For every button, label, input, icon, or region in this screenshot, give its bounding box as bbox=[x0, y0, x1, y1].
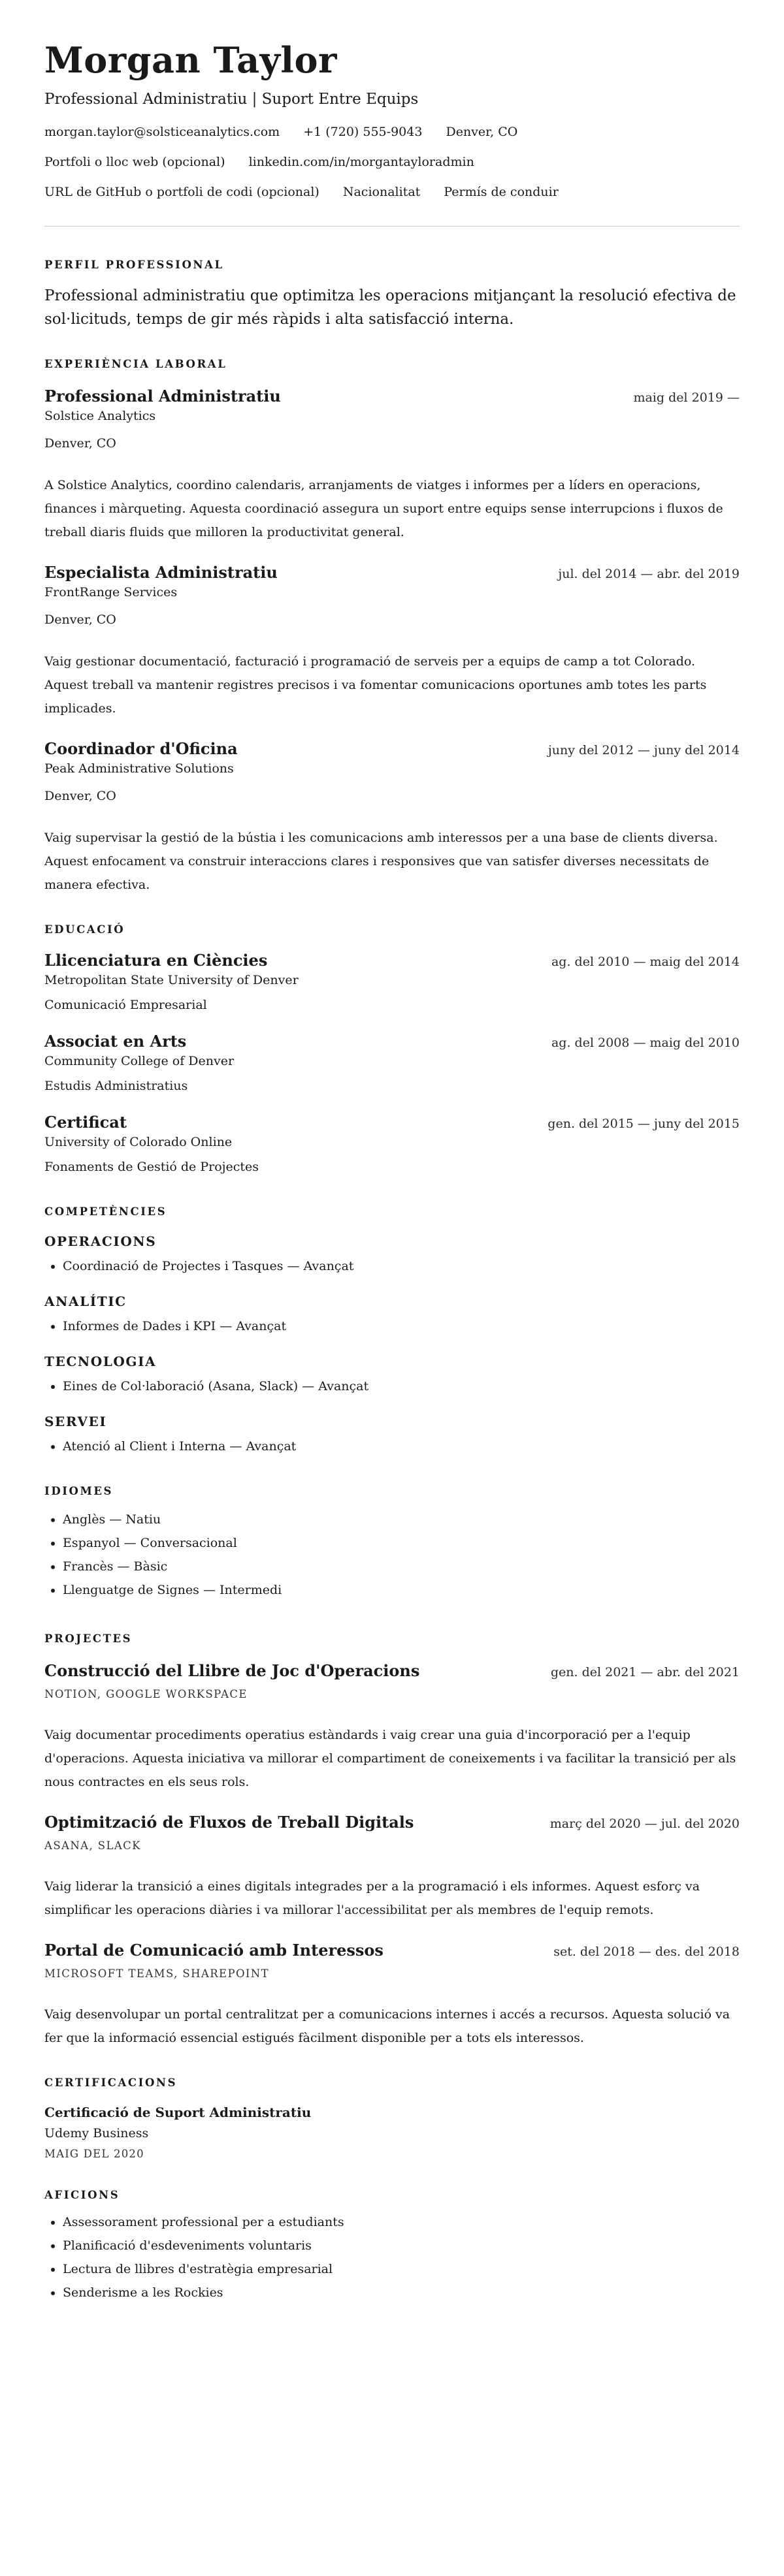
profile-section bbox=[44, 258, 740, 331]
contact-row-2 bbox=[44, 153, 740, 171]
skill-item: • Coordinació de Projectes i Tasques — Avançat bbox=[63, 1254, 740, 1278]
project-description: Vaig liderar la transició a eines digitals integrades per a la programació i els informes. Aquest esforç va simplificar les operacions diàries i va millorar l'accessibilitat per als membres de l'equip remots. bbox=[44, 1879, 700, 1917]
skill-group bbox=[44, 1232, 740, 1278]
language-item: • Llenguatge de Signes — Intermedi bbox=[63, 1578, 740, 1602]
field-of-study: Comunicació Empresarial bbox=[44, 998, 207, 1012]
skill-group-name: ANALÍTIC bbox=[44, 1294, 127, 1309]
degree-title: Associat en Arts bbox=[44, 1032, 187, 1051]
contact-github[interactable]: URL de GitHub o portfoli de codi (opcional) bbox=[44, 185, 319, 199]
certifications-section bbox=[44, 2076, 740, 2162]
job-description: A Solstice Analytics, coordino calendaris, arranjaments de viatges i informes per a líders en operacions, finances i màrqueting. Aquesta coordinació assegura un suport entre equips sense interrupcions i fluxos de treball diaris fluids que milloren la productivitat general. bbox=[44, 478, 723, 539]
language-list bbox=[44, 1508, 740, 1602]
skill-list bbox=[44, 1435, 740, 1458]
experience-section bbox=[44, 357, 740, 897]
skill-group-name: TECNOLOGIA bbox=[44, 1354, 157, 1369]
certification-name: Certificació de Suport Administratiu bbox=[44, 2105, 312, 2120]
skill-item: • Informes de Dades i KPI — Avançat bbox=[63, 1314, 740, 1338]
job-description: Vaig supervisar la gestió de la bústia i les comunicacions amb interessos per a una base de clients diversa. Aquest enfocament va construir interaccions clares i responsives que van satisfer diverses necessitats de manera efectiva. bbox=[44, 831, 718, 892]
section-title-skills: COMPETÈNCIES bbox=[44, 1205, 167, 1218]
job-dates: maig del 2019 — bbox=[633, 390, 740, 405]
skill-item: • Atenció al Client i Interna — Avançat bbox=[63, 1435, 740, 1458]
contact-email[interactable]: morgan.taylor@solsticeanalytics.com bbox=[44, 125, 280, 139]
languages-section bbox=[44, 1484, 740, 1602]
project-tech: ASANA, SLACK bbox=[44, 1839, 141, 1852]
job-title: Professional Administratiu bbox=[44, 387, 281, 405]
education-section bbox=[44, 923, 740, 1176]
section-title-projects: PROJECTES bbox=[44, 1632, 133, 1645]
project-dates: març del 2020 — jul. del 2020 bbox=[549, 1817, 740, 1831]
school-name: University of Colorado Online bbox=[44, 1135, 233, 1149]
job-company: FrontRange Services bbox=[44, 585, 178, 599]
skill-list bbox=[44, 1314, 740, 1338]
job-dates: jul. del 2014 — abr. del 2019 bbox=[558, 567, 740, 581]
job-location: Denver, CO bbox=[44, 436, 116, 451]
job-company: Peak Administrative Solutions bbox=[44, 761, 234, 776]
section-title-education: EDUCACIÓ bbox=[44, 923, 125, 936]
hobby-item: • Senderisme a les Rockies bbox=[63, 2281, 740, 2304]
contact-row-1 bbox=[44, 123, 740, 141]
candidate-tagline: Professional Administratiu | Suport Entre Equips bbox=[44, 91, 419, 108]
project-description: Vaig documentar procediments operatius estàndards i vaig crear una guia d'incorporació per a l'equip d'operacions. Aquesta iniciativa va millorar el compartiment de coneixements i va facilitar la transició per als nous contractes en els seus rols. bbox=[44, 1728, 736, 1789]
section-title-hobbies: AFICIONS bbox=[44, 2189, 120, 2201]
header-divider bbox=[44, 226, 740, 227]
field-of-study: Estudis Administratius bbox=[44, 1079, 188, 1093]
project-name: Construcció del Llibre de Joc d'Operacions bbox=[44, 1661, 420, 1680]
language-item: • Anglès — Natiu bbox=[63, 1508, 740, 1531]
hobby-item: • Lectura de llibres d'estratègia empresarial bbox=[63, 2257, 740, 2281]
contact-row-3 bbox=[44, 183, 740, 201]
skill-group-name: SERVEI bbox=[44, 1414, 107, 1429]
section-title-profile: PERFIL PROFESSIONAL bbox=[44, 259, 224, 271]
job-title: Coordinador d'Oficina bbox=[44, 739, 238, 758]
language-item: • Francès — Bàsic bbox=[63, 1555, 740, 1578]
language-item: • Espanyol — Conversacional bbox=[63, 1531, 740, 1555]
skill-list bbox=[44, 1254, 740, 1278]
section-title-experience: EXPERIÈNCIA LABORAL bbox=[44, 358, 227, 370]
section-title-certifications: CERTIFICACIONS bbox=[44, 2076, 178, 2089]
projects-section bbox=[44, 1632, 740, 2050]
experience-entry bbox=[44, 562, 740, 720]
contact-linkedin[interactable]: linkedin.com/in/morgantayloradmin bbox=[248, 155, 474, 169]
job-title: Especialista Administratiu bbox=[44, 563, 278, 582]
project-name: Portal de Comunicació amb Interessos bbox=[44, 1941, 384, 1960]
hobby-item: • Assessorament professional per a estudiants bbox=[63, 2210, 740, 2234]
profile-summary: Professional administratiu que optimitza les operacions mitjançant la resolució efectiva de sol·licituds, temps de gir més ràpids i alta satisfacció interna. bbox=[44, 287, 736, 328]
job-company: Solstice Analytics bbox=[44, 409, 156, 423]
contact-phone[interactable]: +1 (720) 555-9043 bbox=[303, 125, 423, 139]
project-entry bbox=[44, 1940, 740, 2050]
skills-section bbox=[44, 1205, 740, 1458]
skill-group bbox=[44, 1292, 740, 1338]
certification-entry bbox=[44, 2103, 740, 2162]
candidate-name: Morgan Taylor bbox=[44, 39, 337, 81]
resume-header bbox=[44, 39, 740, 227]
project-entry bbox=[44, 1812, 740, 1922]
project-tech: MICROSOFT TEAMS, SHAREPOINT bbox=[44, 1967, 270, 1980]
degree-dates: ag. del 2008 — maig del 2010 bbox=[551, 1036, 740, 1050]
hobby-item: • Planificació d'esdeveniments voluntaris bbox=[63, 2234, 740, 2257]
degree-dates: ag. del 2010 — maig del 2014 bbox=[551, 955, 740, 969]
project-dates: set. del 2018 — des. del 2018 bbox=[553, 1945, 740, 1959]
certification-issuer: Udemy Business bbox=[44, 2126, 149, 2140]
skill-group bbox=[44, 1412, 740, 1458]
hobby-list bbox=[44, 2210, 740, 2304]
school-name: Community College of Denver bbox=[44, 1054, 235, 1068]
job-location: Denver, CO bbox=[44, 789, 116, 803]
job-description: Vaig gestionar documentació, facturació i programació de serveis per a equips de camp a tot Colorado. Aquest treball va mantenir registres precisos i va fomentar comunicacions oportunes amb totes les parts implicades. bbox=[44, 654, 707, 716]
section-title-languages: IDIOMES bbox=[44, 1485, 114, 1497]
job-dates: juny del 2012 — juny del 2014 bbox=[547, 743, 740, 757]
degree-dates: gen. del 2015 — juny del 2015 bbox=[547, 1117, 740, 1131]
contact-location: Denver, CO bbox=[446, 125, 518, 139]
project-description: Vaig desenvolupar un portal centralitzat per a comunicacions internes i accés a recursos. Aquesta solució va fer que la informació essencial estigués fàcilment disponible per a tots els interessos. bbox=[44, 2007, 730, 2045]
education-entry bbox=[44, 950, 740, 1014]
skill-group-name: OPERACIONS bbox=[44, 1233, 157, 1249]
experience-entry bbox=[44, 386, 740, 544]
project-dates: gen. del 2021 — abr. del 2021 bbox=[550, 1665, 740, 1679]
degree-title: Llicenciatura en Ciències bbox=[44, 951, 268, 970]
degree-title: Certificat bbox=[44, 1113, 127, 1132]
contact-nationality: Nacionalitat bbox=[342, 185, 421, 199]
project-tech: NOTION, GOOGLE WORKSPACE bbox=[44, 1688, 248, 1700]
hobbies-section bbox=[44, 2188, 740, 2304]
skill-list bbox=[44, 1375, 740, 1398]
school-name: Metropolitan State University of Denver bbox=[44, 973, 299, 987]
job-location: Denver, CO bbox=[44, 612, 116, 627]
project-name: Optimització de Fluxos de Treball Digitals bbox=[44, 1813, 414, 1832]
certification-date: MAIG DEL 2020 bbox=[44, 2148, 144, 2160]
skill-item: • Eines de Col·laboració (Asana, Slack) — Avançat bbox=[63, 1375, 740, 1398]
contact-driving-license: Permís de conduir bbox=[444, 185, 559, 199]
education-entry bbox=[44, 1031, 740, 1095]
education-entry bbox=[44, 1112, 740, 1176]
contact-portfolio[interactable]: Portfoli o lloc web (opcional) bbox=[44, 155, 225, 169]
skill-group bbox=[44, 1352, 740, 1398]
project-entry bbox=[44, 1661, 740, 1794]
experience-entry bbox=[44, 739, 740, 897]
field-of-study: Fonaments de Gestió de Projectes bbox=[44, 1160, 259, 1174]
